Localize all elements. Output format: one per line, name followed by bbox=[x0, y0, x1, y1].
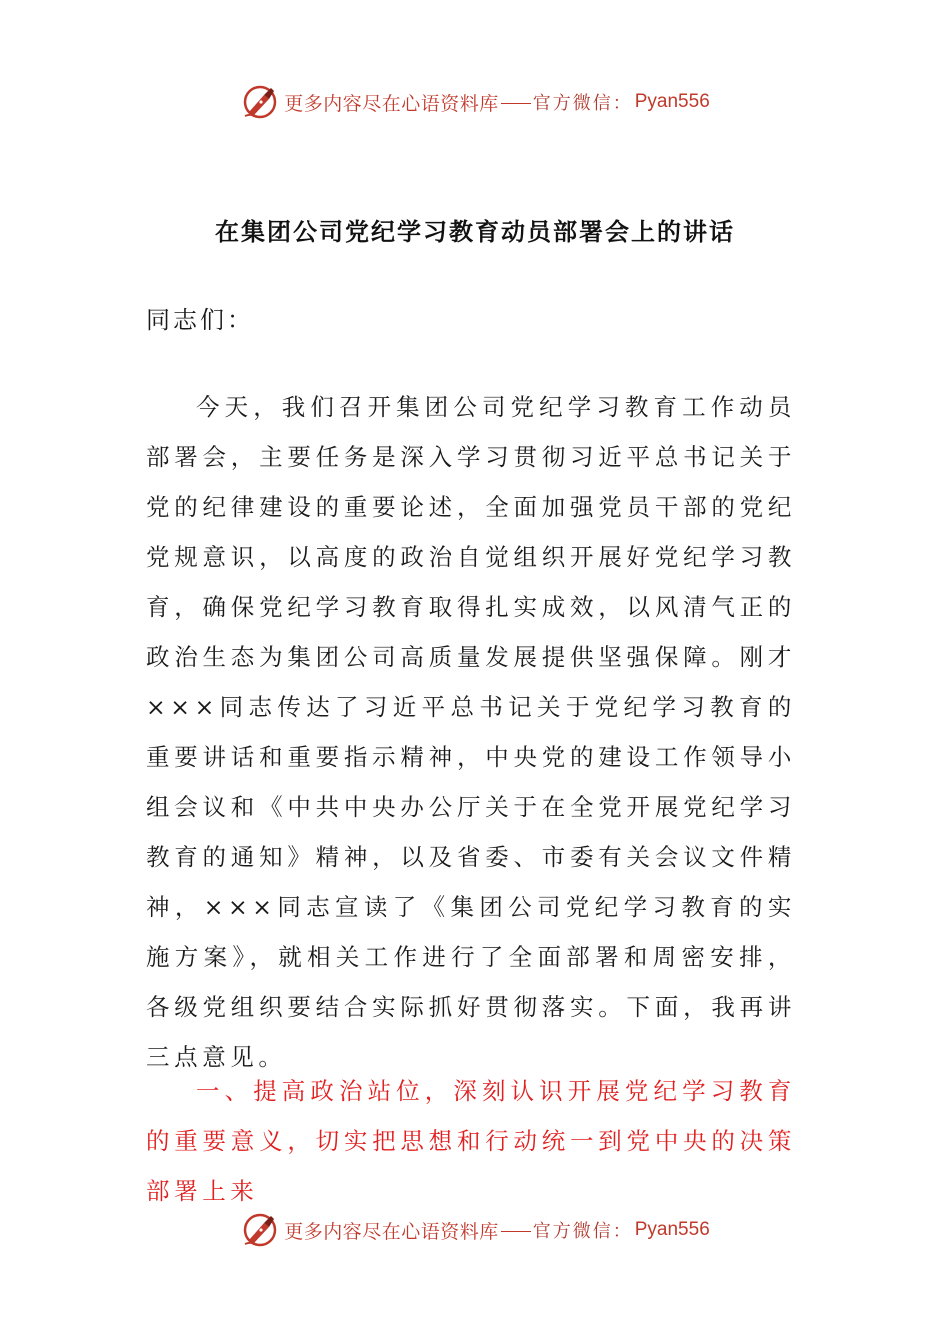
header-banner bbox=[0, 80, 950, 124]
banner-text: 更多内容尽在心语资料库 bbox=[284, 1220, 499, 1243]
body-paragraph: 今天，我们召开集团公司党纪学习教育工作动员部署会，主要任务是深入学习贯彻习近平总书记关于党的纪律建设的重要论述，全面加强党员干部的党纪党规意识，以高度的政治自觉组织开展好党纪学习教育，确保党纪学习教育取得扎实成效，以风清气正的政治生态为集团公司高质量发展提供坚强保障。刚才×××同志传达了习近平总书记关于党纪学习教育的重要讲话和重要指示精神，中央党的建设工作领导小组会议和《中共中央办公厅关于在全党开展党纪学习教育的通知》精神，以及省委、市委有关会议文件精神，×××同志宣读了《集团公司党纪学习教育的实施方案》，就相关工作进行了全面部署和周密安排，各级党组织要结合实际抓好贯彻落实。下面，我再讲三点意见。 bbox=[146, 393, 796, 1071]
banner-text: 更多内容尽在心语资料库 bbox=[284, 92, 499, 115]
banner-dash bbox=[501, 1231, 531, 1232]
wechat-id: Pyan556 bbox=[634, 91, 710, 112]
wechat-label: 官方微信： bbox=[532, 1221, 633, 1242]
pen-nib-logo-icon bbox=[240, 82, 280, 122]
pen-nib-logo-icon bbox=[240, 1210, 280, 1250]
greeting: 同志们： bbox=[146, 306, 254, 334]
footer-banner bbox=[0, 1208, 950, 1252]
banner-dash bbox=[501, 103, 531, 104]
section-heading: 一、提高政治站位，深刻认识开展党纪学习教育的重要意义，切实把思想和行动统一到党中央的决策部署上来 bbox=[146, 1077, 796, 1205]
wechat-label: 官方微信： bbox=[532, 93, 633, 114]
document-title: 在集团公司党纪学习教育动员部署会上的讲话 bbox=[215, 218, 735, 246]
wechat-id: Pyan556 bbox=[634, 1219, 710, 1240]
